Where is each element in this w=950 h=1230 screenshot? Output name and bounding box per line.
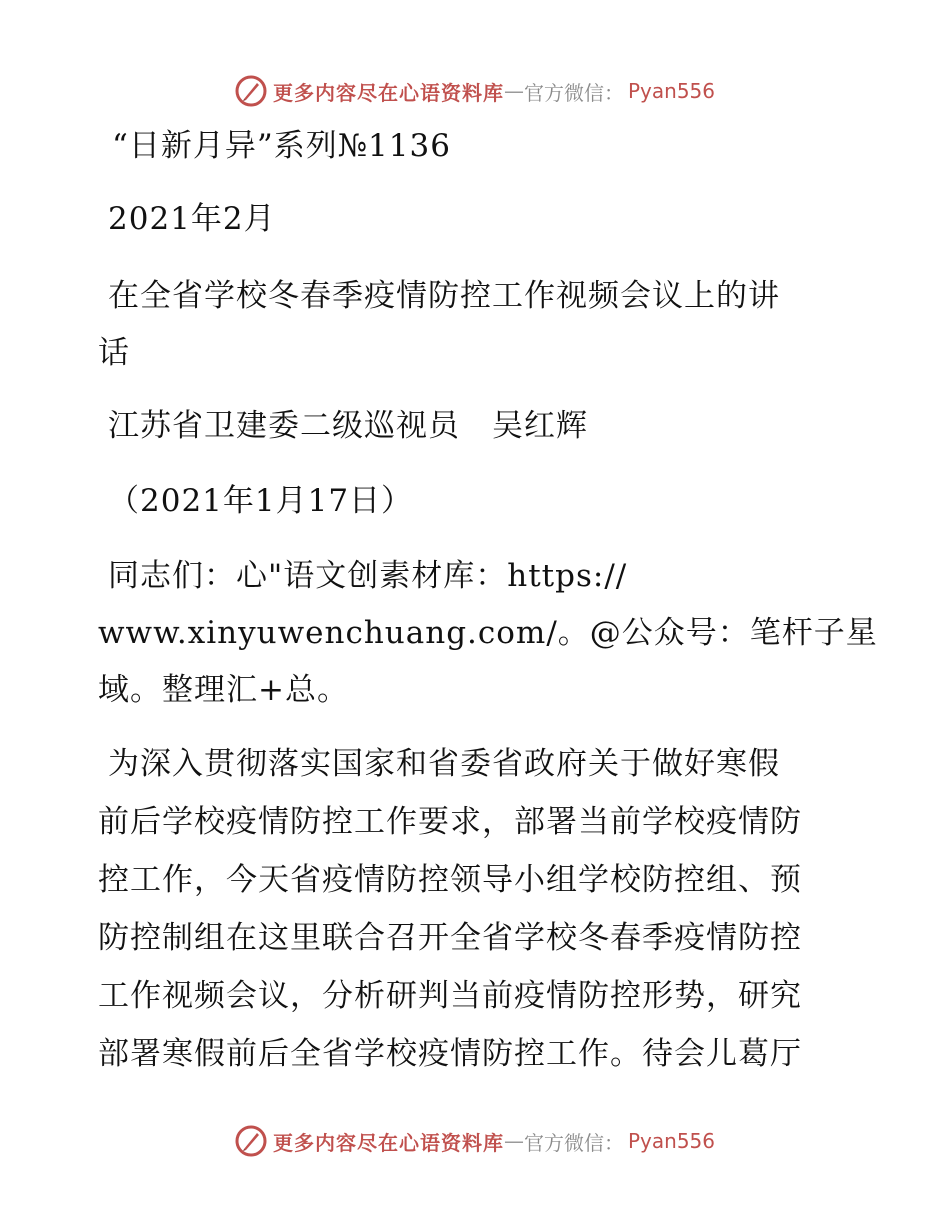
banner-wechat-id: Pyan556 [627,1129,715,1153]
banner-dash: — [503,1129,524,1153]
title-line-1: 在全省学校冬春季疫情防控工作视频会议上的讲 [108,278,780,314]
banner-dash: — [503,79,524,103]
banner-wechat-label: 官方微信： [523,1130,624,1155]
body-line-6: 部署寒假前后全省学校疫情防控工作。待会儿葛厅 [98,1036,802,1072]
banner-wechat-id: Pyan556 [627,79,715,103]
speech-date-line: （2021年1月17日） [108,483,414,519]
body-line-2: 前后学校疫情防控工作要求，部署当前学校疫情防 [98,804,802,840]
banner-wechat-label: 官方微信： [523,80,624,105]
body-line-5: 工作视频会议，分析研判当前疫情防控形势，研究 [98,978,802,1014]
banner-brand-text: 更多内容尽在心语资料库 [272,80,504,105]
footer-banner [0,1121,950,1161]
greeting-line-1: 同志们：心"语文创素材库：https:// [108,558,628,594]
author-line: 江苏省卫建委二级巡视员 吴红辉 [108,408,588,444]
banner-brand-text: 更多内容尽在心语资料库 [272,1130,504,1155]
series-line: “日新月异”系列№1136 [112,128,451,164]
header-banner [0,71,950,111]
body-line-4: 防控制组在这里联合召开全省学校冬春季疫情防控 [98,920,802,956]
body-line-3: 控工作，今天省疫情防控领导小组学校防控组、预 [98,862,802,898]
body-line-1: 为深入贯彻落实国家和省委省政府关于做好寒假 [108,746,780,782]
quill-logo-icon [235,75,267,107]
greeting-line-3: 域。整理汇+总。 [98,672,349,708]
title-line-2: 话 [98,335,130,371]
quill-logo-icon [235,1125,267,1157]
date-line: 2021年2月 [108,201,276,237]
greeting-line-2: www.xinyuwenchuang.com/。@公众号：笔杆子星 [98,615,878,651]
